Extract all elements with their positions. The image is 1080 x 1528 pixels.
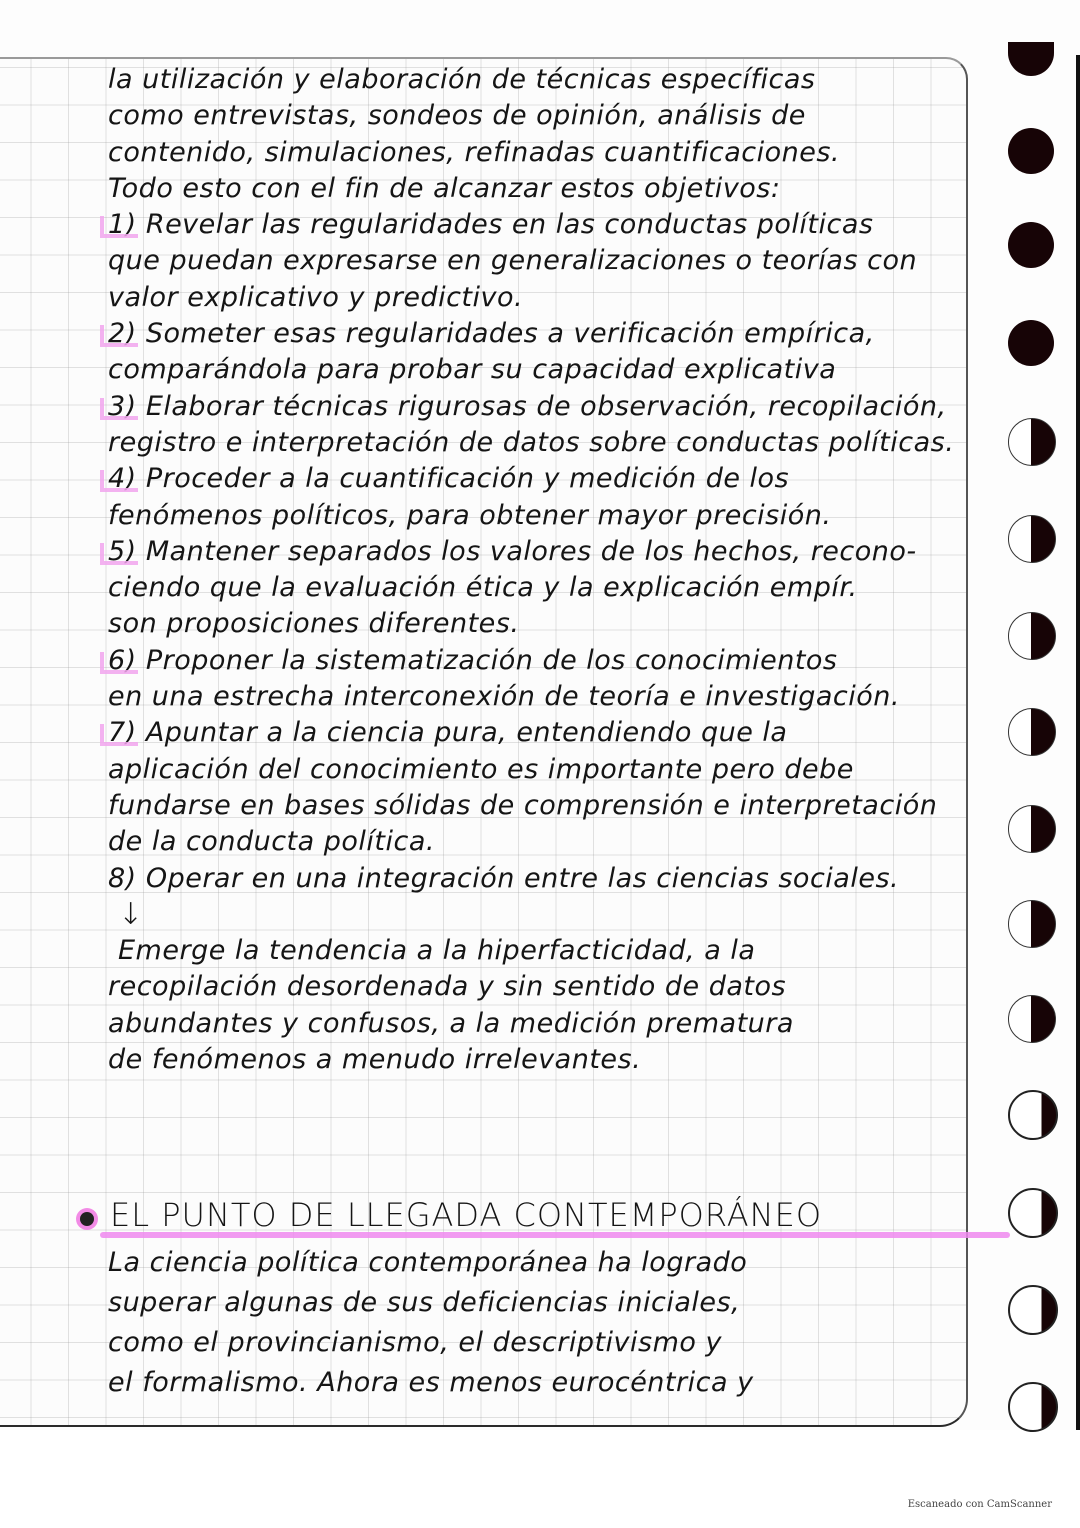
objective-2: 2) Someter esas regularidades a verificación empírica, xyxy=(108,318,875,350)
binding-hole-icon xyxy=(1008,1090,1058,1140)
section-heading-row xyxy=(80,1196,980,1240)
objective-line: en una estrecha interconexión de teoría e investigación. xyxy=(108,681,900,713)
section-heading: EL PUNTO DE LLEGADA CONTEMPORÁNEO xyxy=(110,1196,823,1234)
binding-hole-icon xyxy=(1008,1285,1058,1335)
objective-number: 7) xyxy=(108,717,137,749)
binding-hole-icon xyxy=(1008,1188,1058,1238)
section-body xyxy=(108,1243,988,1403)
objective-number: 6) xyxy=(108,644,137,676)
objective-number: 5) xyxy=(108,535,137,567)
spiral-binding-holes xyxy=(1008,0,1068,1430)
objective-number: 3) xyxy=(108,390,137,422)
binding-hole-icon xyxy=(1008,1382,1058,1432)
down-arrow-icon: ↓ xyxy=(118,896,144,932)
binding-hole-icon xyxy=(1008,995,1056,1043)
binding-hole-icon xyxy=(1008,515,1056,563)
objective-7: 7) Apuntar a la ciencia pura, entendiendo que la xyxy=(108,717,788,749)
binding-hole-icon xyxy=(1008,418,1056,466)
binding-hole-icon xyxy=(1008,805,1056,853)
consequence-line: abundantes y confusos, a la medición prematura xyxy=(108,1007,794,1039)
intro-line: contenido, simulaciones, refinadas cuantificaciones. xyxy=(108,136,841,168)
objective-5: 5) Mantener separados los valores de los hechos, recono- xyxy=(108,535,917,567)
objective-number: 8) xyxy=(108,862,137,894)
intro-line: como entrevistas, sondeos de opinión, análisis de xyxy=(108,100,806,132)
section-line: el formalismo. Ahora es menos eurocéntrica y xyxy=(108,1367,754,1398)
arrow-line xyxy=(108,897,988,933)
objective-8: 8) Operar en una integración entre las ciencias sociales. xyxy=(108,862,900,894)
objective-1: 1) Revelar las regularidades en las conductas políticas xyxy=(108,209,874,241)
consequence-line: de fenómenos a menudo irrelevantes. xyxy=(108,1044,642,1076)
section-line: como el provincianismo, el descriptivismo y xyxy=(108,1327,722,1358)
consequence-line: recopilación desordenada y sin sentido de datos xyxy=(108,971,787,1003)
objective-number: 1) xyxy=(108,209,137,241)
objective-3: 3) Elaborar técnicas rigurosas de observación, recopilación, xyxy=(108,390,947,422)
scanner-watermark: Escaneado con CamScanner xyxy=(907,1499,1052,1510)
intro-line: la utilización y elaboración de técnicas específicas xyxy=(108,64,816,95)
binding-hole-icon xyxy=(1008,222,1054,268)
objective-line: comparándola para probar su capacidad explicativa xyxy=(108,354,837,386)
binding-hole-icon xyxy=(1008,128,1054,174)
binding-hole-icon xyxy=(1008,900,1056,948)
objective-line: que puedan expresarse en generalizaciones o teorías con xyxy=(108,245,918,277)
consequence-line: Emerge la tendencia a la hiperfacticidad, a la xyxy=(118,935,756,967)
binding-hole-icon xyxy=(1008,320,1054,366)
intro-line: Todo esto con el fin de alcanzar estos objetivos: xyxy=(108,172,781,204)
section-line: La ciencia política contemporánea ha logrado xyxy=(108,1247,748,1278)
objective-number: 4) xyxy=(108,463,137,495)
objective-4: 4) Proceder a la cuantificación y medición de los xyxy=(108,463,790,495)
objective-line: fundarse en bases sólidas de comprensión e interpretación xyxy=(108,789,938,821)
bullet-dot-icon xyxy=(80,1212,94,1226)
body-text xyxy=(108,62,988,1078)
binding-hole-icon xyxy=(1008,42,1054,76)
objective-line: ciendo que la evaluación ética y la explicación empír. xyxy=(108,572,858,604)
objective-6: 6) Proponer la sistematización de los conocimientos xyxy=(108,644,838,676)
page-edge-line xyxy=(1076,55,1080,1430)
binding-hole-icon xyxy=(1008,708,1056,756)
objective-line: de la conducta política. xyxy=(108,826,435,858)
objective-line: aplicación del conocimiento es importante pero debe xyxy=(108,753,854,785)
objective-line: valor explicativo y predictivo. xyxy=(108,281,524,313)
binding-hole-icon xyxy=(1008,612,1056,660)
objective-line: son proposiciones diferentes. xyxy=(108,608,520,640)
objective-line: fenómenos políticos, para obtener mayor precisión. xyxy=(108,499,832,531)
objective-number: 2) xyxy=(108,318,137,350)
section-line: superar algunas de sus deficiencias iniciales, xyxy=(108,1287,741,1318)
objective-line: registro e interpretación de datos sobre conductas políticas. xyxy=(108,426,955,458)
